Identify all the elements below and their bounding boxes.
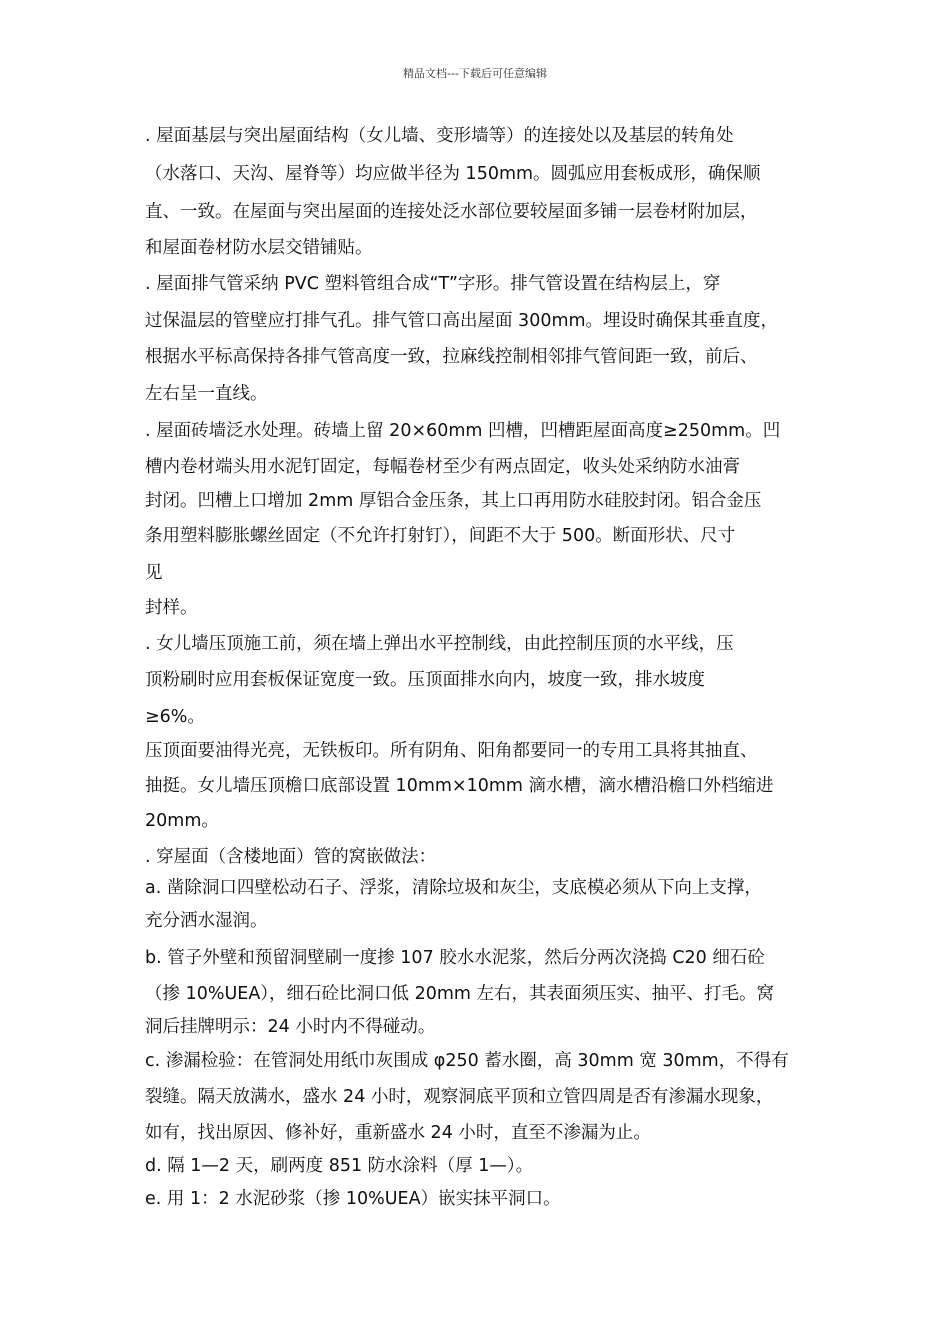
text-line: . 屋面排气管采纳 PVC 塑料管组合成“T”字形。排气管设置在结构层上，穿 bbox=[145, 274, 721, 294]
text-line: 左右呈一直线。 bbox=[145, 384, 268, 404]
text-line: 封样。 bbox=[145, 598, 198, 618]
text-line: . 女儿墙压顶施工前，须在墙上弹出水平控制线，由此控制压顶的水平线，压 bbox=[145, 634, 734, 654]
text-line: d. 隔 1—2 天，刷两度 851 防水涂料（厚 1—）。 bbox=[145, 1156, 534, 1176]
text-line: 如有，找出原因、修补好，重新盛水 24 小时，直至不渗漏为止。 bbox=[145, 1123, 651, 1143]
text-line: c. 渗漏检验：在管洞处用纸巾灰围成 φ250 蓄水圈，高 30mm 宽 30mm，不得有 bbox=[145, 1051, 789, 1071]
text-line: 根据水平标高保持各排气管高度一致，拉麻线控制相邻排气管间距一致，前后、 bbox=[145, 347, 758, 367]
page-header: 精品文档---下载后可任意编辑 bbox=[403, 67, 547, 80]
text-line: （水落口、天沟、屋脊等）均应做半径为 150mm。圆弧应用套板成形，确保顺 bbox=[145, 164, 761, 184]
text-line: . 屋面基层与突出屋面结构（女儿墙、变形墙等）的连接处以及基层的转角处 bbox=[145, 126, 734, 146]
text-line: 20mm。 bbox=[145, 811, 219, 831]
text-line: 封闭。凹槽上口增加 2mm 厚铝合金压条，其上口再用防水硅胶封闭。铝合金压 bbox=[145, 491, 762, 511]
text-line: 顶粉刷时应用套板保证宽度一致。压顶面排水向内，坡度一致，排水坡度 bbox=[145, 670, 705, 690]
text-line: 条用塑料膨胀螺丝固定（不允许打射钉），间距不大于 500。断面形状、尺寸 bbox=[145, 526, 736, 546]
text-line: ≥6%。 bbox=[145, 707, 205, 727]
text-line: 和屋面卷材防水层交错铺贴。 bbox=[145, 238, 373, 258]
text-line: . 穿屋面（含楼地面）管的窝嵌做法： bbox=[145, 847, 437, 867]
text-line: 过保温层的管壁应打排气孔。排气管口高出屋面 300mm。埋设时确保其垂直度， bbox=[145, 311, 779, 331]
text-line: 裂缝。隔天放满水，盛水 24 小时，观察洞底平顶和立管四周是否有渗漏水现象， bbox=[145, 1087, 774, 1107]
text-line: e. 用 1：2 水泥砂浆（掺 10%UEA）嵌实抹平洞口。 bbox=[145, 1189, 561, 1209]
text-line: 直、一致。在屋面与突出屋面的连接处泛水部位要较屋面多铺一层卷材附加层， bbox=[145, 202, 758, 222]
text-line: 洞后挂牌明示：24 小时内不得碰动。 bbox=[145, 1017, 436, 1037]
text-line: a. 凿除洞口四壁松动石子、浮浆，清除垃圾和灰尘，支底模必须从下向上支撑， bbox=[145, 878, 762, 898]
text-line: 见 bbox=[145, 563, 163, 583]
text-line: b. 管子外壁和预留洞壁刷一度掺 107 胶水水泥浆，然后分两次浇捣 C20 细石砼 bbox=[145, 948, 765, 968]
text-line: 抽挺。女儿墙压顶檐口底部设置 10mm×10mm 滴水槽，滴水槽沿檐口外档缩进 bbox=[145, 776, 774, 796]
text-line: 压顶面要油得光亮，无铁板印。所有阴角、阳角都要同一的专用工具将其抽直、 bbox=[145, 741, 758, 761]
text-line: 槽内卷材端头用水泥钉固定，每幅卷材至少有两点固定，收头处采纳防水油膏 bbox=[145, 457, 740, 477]
text-line: （掺 10%UEA），细石砼比洞口低 20mm 左右，其表面须压实、抽平、打毛。窝 bbox=[145, 984, 775, 1004]
text-line: . 屋面砖墙泛水处理。砖墙上留 20×60mm 凹槽，凹槽距屋面高度≥250mm。凹 bbox=[145, 421, 781, 441]
text-line: 充分洒水湿润。 bbox=[145, 911, 268, 931]
